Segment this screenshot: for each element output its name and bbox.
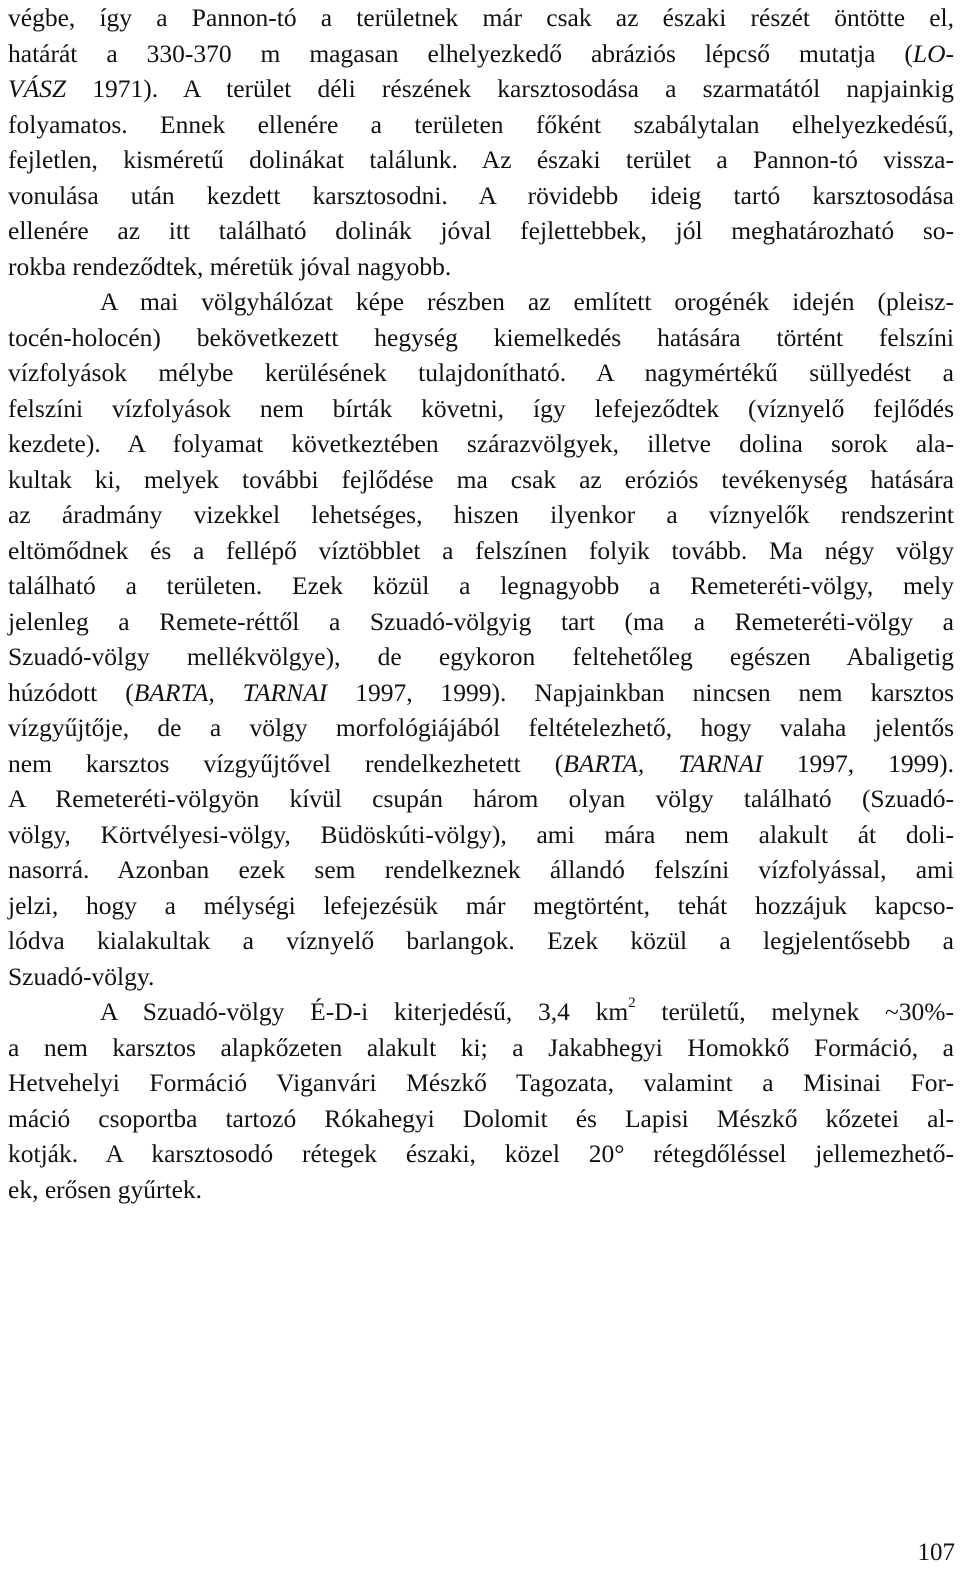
text-line: jelzi, hogy a mélységi lefejezésük már megtörtént, tehát hozzájuk kapcso- (8, 890, 954, 920)
citation-author: BARTA, TARNAI (133, 677, 328, 707)
text-line: máció csoportba tartozó Rókahegyi Dolomit és Lapisi Mészkő kőzetei al- (8, 1103, 954, 1133)
text-line: völgy, Körtvélyesi-völgy, Büdöskúti-völgy), ami mára nem alakult át doli- (8, 819, 954, 849)
text-line: található a területen. Ezek közül a legnagyobb a Remeteréti-völgy, mely (8, 571, 954, 600)
text-line: fejletlen, kisméretű dolinákat találunk. Az északi terület a Pannon-tó vissza- (8, 145, 954, 174)
text-line: ek, erősen gyűrtek. (8, 1174, 203, 1204)
text-line: nasorrá. Azonban ezek sem rendelkeznek állandó felszíni vízfolyással, ami (8, 855, 954, 884)
text-line (8, 994, 954, 1030)
citation-author: LO- (912, 38, 954, 68)
text-line: a nem karsztos alapkőzeten alakult ki; a Jakabhegyi Homokkő Formáció, a (8, 1032, 954, 1062)
paragraph-1 (8, 0, 954, 284)
paragraph-3 (8, 994, 954, 1207)
superscript: 2 (628, 994, 636, 1011)
text-segment: határát a 330-370 m magasan elhelyezkedő abráziós lépcső mutatja ( (8, 38, 913, 68)
text-line: ellenére az itt található dolinák jóval fejlettebbek, jól meghatározható so- (8, 216, 954, 245)
text-line: Szuadó-völgy. (8, 961, 155, 991)
text-segment: területű, melynek ~30%- (635, 997, 955, 1026)
text-line: rokba rendeződtek, méretük jóval nagyobb. (8, 251, 452, 281)
text-line: A Remeteréti-völgyön kívül csupán három olyan völgy található (Szuadó- (8, 784, 954, 813)
text-line: kotják. A karsztosodó rétegek északi, közel 20° rétegdőléssel jellemezhető- (8, 1139, 954, 1168)
text-line: vízgyűjtője, de a völgy morfológiájából feltételezhető, hogy valaha jelentős (8, 713, 954, 742)
text-line: A mai völgyhálózat képe részben az említett orogénék idején (pleisz- (100, 287, 954, 316)
text-line: Szuadó-völgy mellékvölgye), de egykoron feltehetőleg egészen Abaligetig (8, 642, 954, 671)
citation-author: VÁSZ (8, 74, 67, 103)
text-line: vízfolyások mélybe kerülésének tulajdonítható. A nagymértékű süllyedést a (8, 358, 954, 387)
text-line: folyamatos. Ennek ellenére a területen főként szabálytalan elhelyezkedésű, (8, 109, 954, 139)
text-line (8, 71, 954, 107)
text-line: az áradmány vizekkel lehetséges, hiszen ilyenkor a víznyelők rendszerint (8, 500, 954, 529)
citation-author: BARTA, TARNAI (563, 748, 763, 778)
text-segment: 1997, 1999). (762, 748, 954, 778)
text-line: eltömődnek és a fellépő víztöbblet a felszínen folyik tovább. Ma négy völgy (8, 535, 954, 565)
paragraph-2 (8, 284, 954, 994)
text-segment: 1997, 1999). Napjainkban nincsen nem karsztos (327, 677, 954, 707)
text-line: vonulása után kezdett karsztosodni. A rövidebb ideig tartó karsztosodása (8, 180, 954, 210)
text-line: végbe, így a Pannon-tó a területnek már csak az északi részét öntötte el, (8, 3, 954, 32)
text-line: lódva kialakultak a víznyelő barlangok. Ezek közül a legjelentősebb a (8, 926, 954, 955)
text-line (8, 675, 954, 711)
text-line (8, 36, 954, 72)
text-segment: A Szuadó-völgy É-D-i kiterjedésű, 3,4 km (100, 997, 629, 1026)
document-page (8, 0, 954, 1207)
text-line: tocén-holocén) bekövetkezett hegység kiemelkedés hatására történt felszíni (8, 322, 954, 352)
text-line: Hetvehelyi Formáció Viganvári Mészkő Tagozata, valamint a Misinai For- (8, 1068, 954, 1097)
text-segment: 1971). A terület déli részének karsztosodása a szarmatától napjainkig (66, 74, 954, 103)
text-line: jelenleg a Remete-réttől a Szuadó-völgyig tart (ma a Remeteréti-völgy a (8, 606, 954, 636)
text-line (8, 746, 954, 782)
page-number: 107 (917, 1539, 955, 1566)
text-segment: nem karsztos vízgyűjtővel rendelkezhetett ( (8, 748, 564, 778)
text-line: kultak ki, melyek további fejlődése ma csak az eróziós tevékenység hatására (8, 464, 954, 494)
text-line: felszíni vízfolyások nem bírták követni, így lefejeződtek (víznyelő fejlődés (8, 393, 954, 423)
text-segment: húzódott ( (8, 677, 134, 707)
text-line: kezdete). A folyamat következtében szárazvölgyek, illetve dolina sorok ala- (8, 429, 954, 458)
